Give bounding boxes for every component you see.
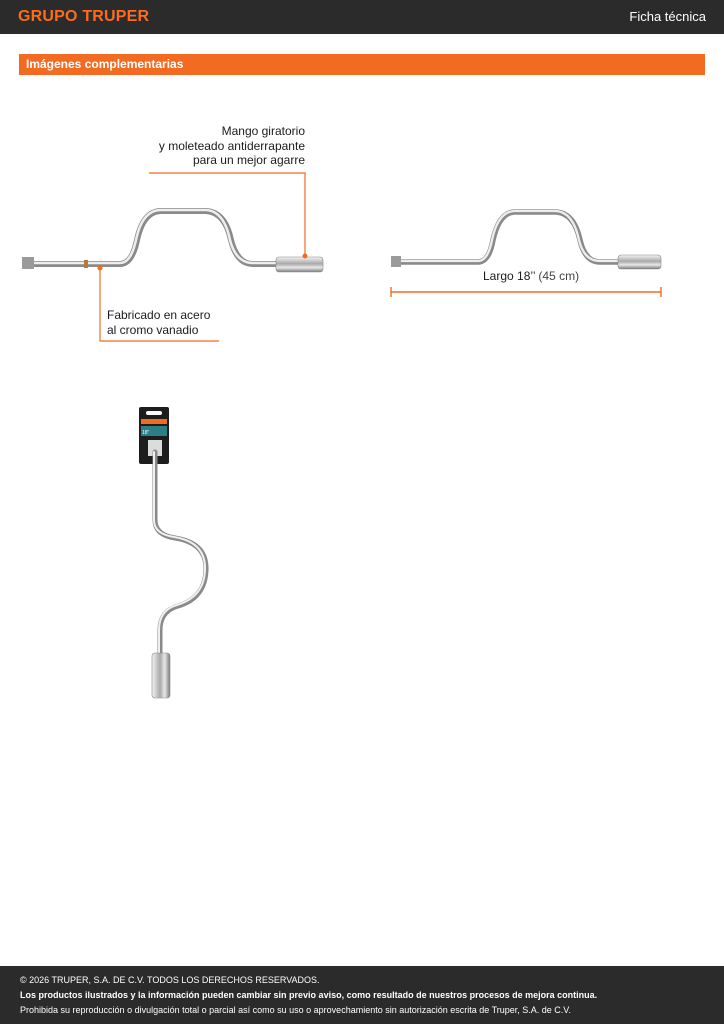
speeder-handle-left-image xyxy=(22,210,323,272)
package-size-label: 18" xyxy=(142,430,150,436)
section-title: Imágenes complementarias xyxy=(26,57,184,71)
speeder-handle-right-image xyxy=(391,211,661,269)
material-callout-line: Fabricado en acero xyxy=(107,308,211,322)
footer-notice: Los productos ilustrados y la información pueden cambiar sin previo aviso, como resultado de nuestros procesos de mejora continua. xyxy=(20,990,598,1000)
handle-callout-line: Mango giratorio xyxy=(221,124,305,138)
footer-copyright: © 2026 TRUPER, S.A. DE C.V. TODOS LOS DERECHOS RESERVADOS. xyxy=(20,975,320,985)
length-dimension-line xyxy=(391,287,661,297)
footer xyxy=(0,966,724,1024)
footer-legal: Prohibida su reproducción o divulgación total o parcial así como su uso o aprovechamiento sin autorización escrita de Truper, S.A. de C.V. xyxy=(20,1005,571,1015)
handle-callout-line: y moleteado antiderrapante xyxy=(158,138,305,153)
document-type: Ficha técnica xyxy=(629,9,706,24)
material-callout-line: al cromo vanadio xyxy=(107,322,199,337)
material-callout xyxy=(107,308,210,337)
length-label xyxy=(483,269,579,283)
length-unit: (45 cm) xyxy=(538,269,580,283)
handle-callout-line: para un mejor agarre xyxy=(192,153,305,167)
length-value: Largo 18’’ xyxy=(483,269,536,283)
brand-logo: GRUPO TRUPER xyxy=(18,8,150,25)
packaged-product-image xyxy=(139,407,206,698)
handle-callout xyxy=(159,124,305,168)
